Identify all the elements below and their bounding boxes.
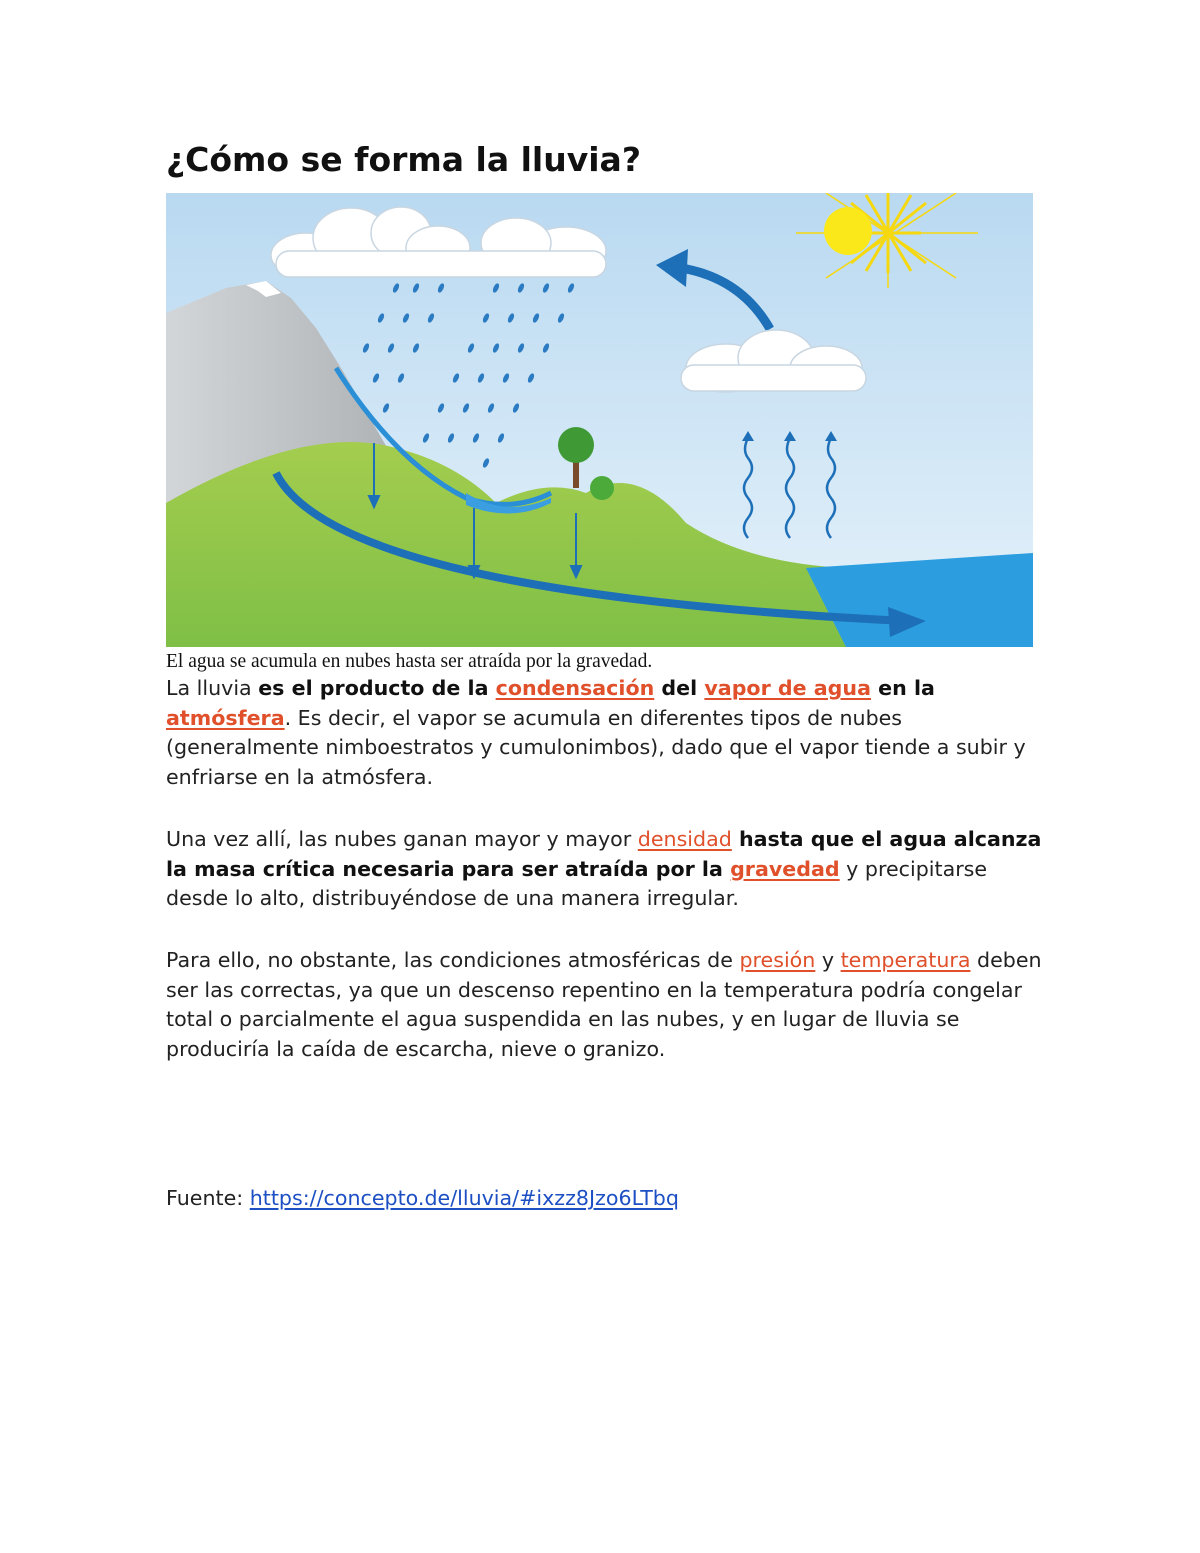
text: Para ello, no obstante, las condiciones atmosféricas de (166, 948, 740, 972)
bold-text: del (654, 676, 705, 700)
source-line (166, 1186, 679, 1210)
link-vapor-de-agua[interactable]: vapor de agua (704, 676, 871, 700)
link-presion[interactable]: presión (739, 948, 816, 972)
text: y (815, 948, 841, 972)
text: La lluvia (166, 676, 259, 700)
sea (806, 553, 1033, 647)
text: y precipitarse desde lo alto, distribuyéndose de una manera irregular. (166, 856, 988, 910)
text: . Es decir, el vapor se acumula en diferentes tipos de nubes (generalmente nimboestratos y cumulonimbos), dado que el vapor tiende a subir y enfriarse en la atmósfera. (166, 705, 1026, 789)
paragraph-3 (166, 946, 1046, 1064)
text: Una vez allí, las nubes ganan mayor y mayor (166, 827, 638, 851)
source-url-link[interactable]: https://concepto.de/lluvia/#ixzz8Jzo6LTbq (249, 1186, 679, 1210)
link-densidad[interactable]: densidad (637, 827, 732, 851)
link-gravedad[interactable]: gravedad (730, 856, 840, 881)
paragraph-2 (166, 825, 1046, 914)
figure-caption: El agua se acumula en nubes hasta ser atraída por la gravedad. (166, 651, 653, 672)
source-label: Fuente: (166, 1186, 250, 1210)
bold-text: en la (871, 676, 935, 700)
bold-text: hasta que el agua alcanza la masa crítica necesaria para ser atraída por la (166, 827, 1042, 881)
link-atmosfera[interactable]: atmósfera (166, 705, 285, 730)
bold-text: es el producto de la (258, 676, 496, 700)
text: deben ser las correctas, ya que un descenso repentino en la temperatura podría congelar total o parcialmente el agua suspendida en las nubes, y en lugar de lluvia se produciría la caída de escarcha, nieve o granizo. (166, 948, 1042, 1061)
water-cycle-illustration (166, 193, 1033, 647)
page-title: ¿Cómo se forma la lluvia? (166, 140, 641, 179)
paragraph-1 (166, 674, 1046, 792)
link-temperatura[interactable]: temperatura (840, 948, 971, 972)
link-condensacion[interactable]: condensación (495, 676, 655, 700)
